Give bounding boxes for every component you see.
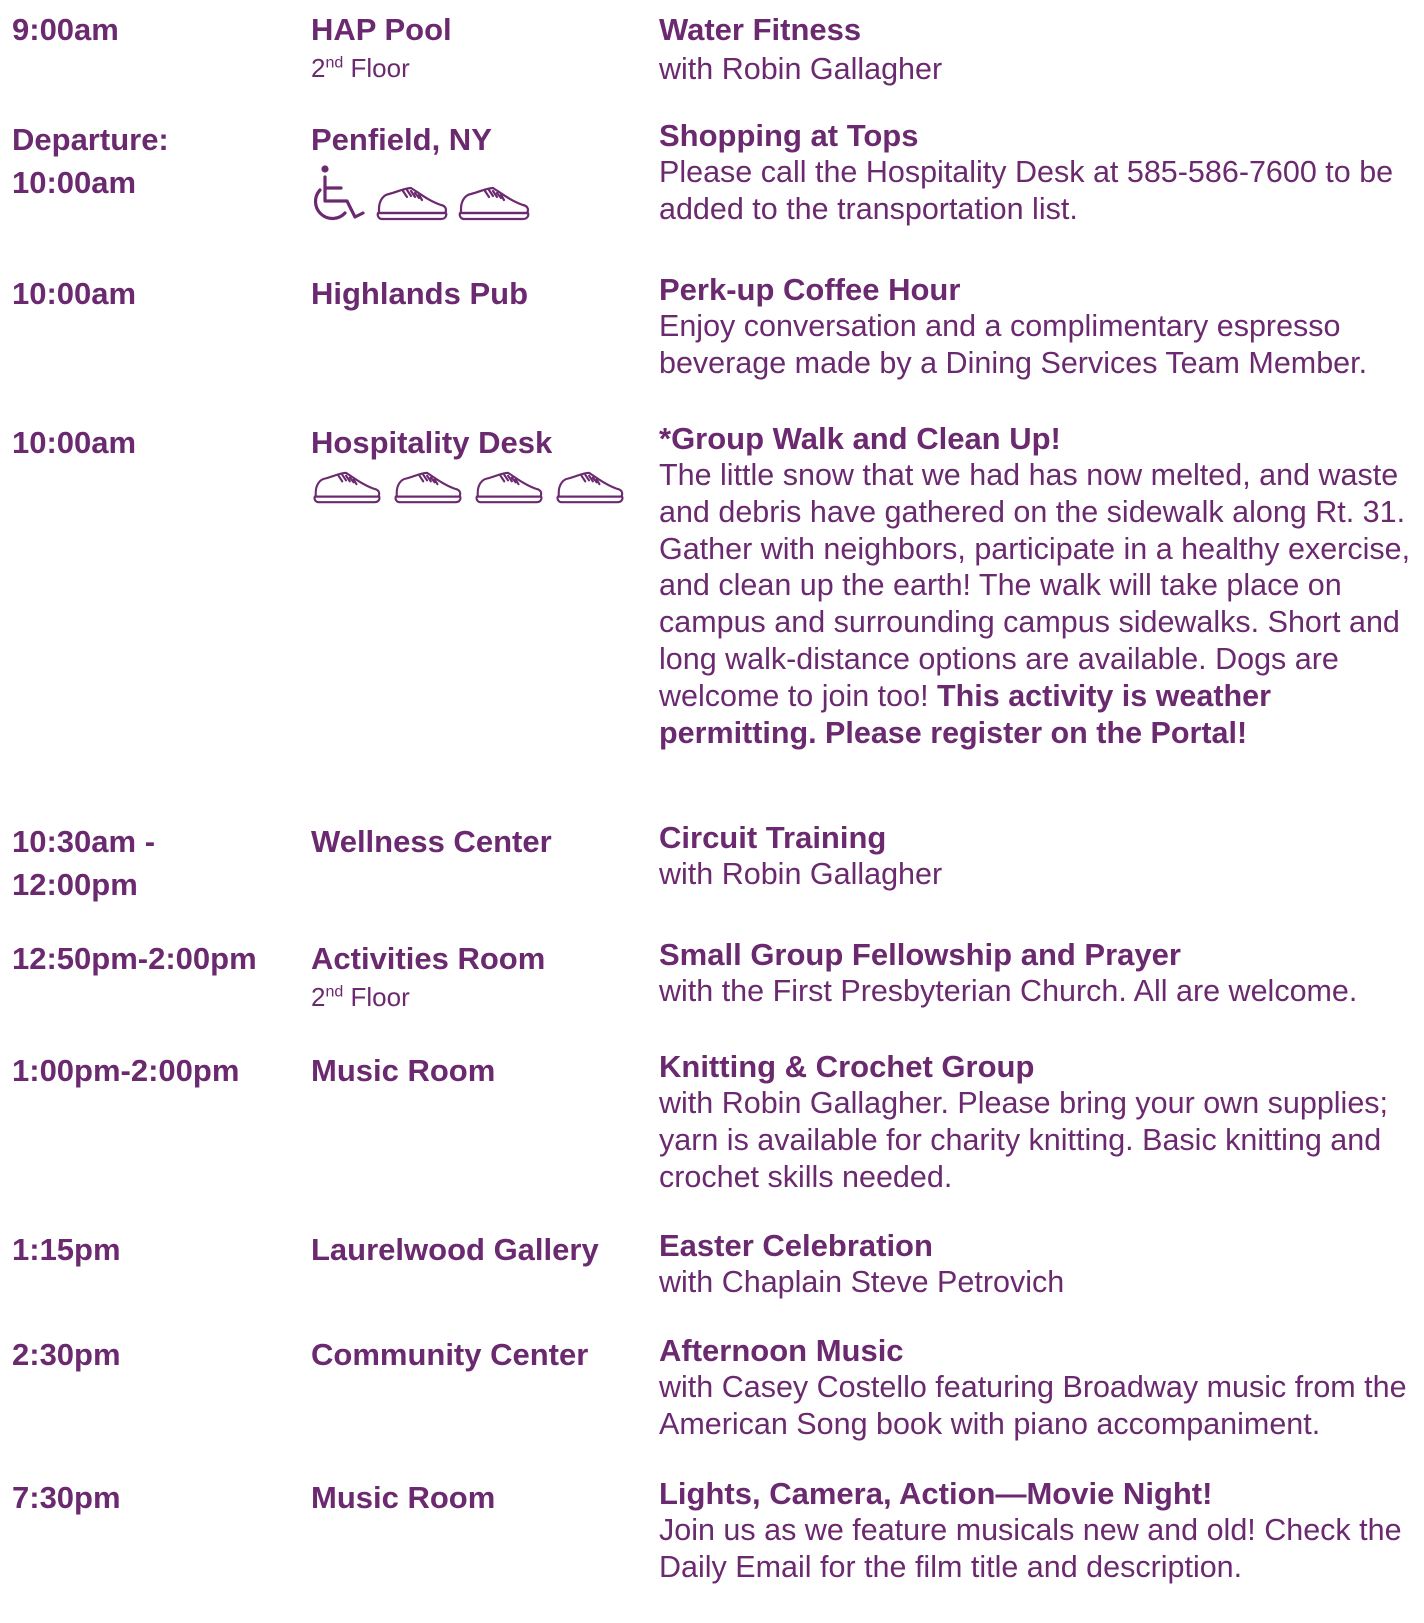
event-time: 1:15pm [12, 1232, 121, 1267]
floor-label [311, 51, 452, 85]
floor-suffix: nd [325, 983, 344, 1001]
event-activity [659, 1333, 1419, 1443]
event-location [311, 118, 531, 223]
event-description: with the First Presbyterian Church. All are welcome. [659, 974, 1358, 1008]
event-location [311, 1333, 588, 1376]
event-location [311, 820, 552, 863]
walking-shoe-icon [457, 185, 531, 223]
event-location [311, 8, 452, 85]
event-time: 7:30pm [12, 1480, 121, 1515]
walking-shoe-icon [375, 185, 449, 223]
event-activity [659, 1228, 1419, 1301]
event-time: 12:50pm-2:00pm [12, 941, 257, 976]
event-title: *Group Walk and Clean Up! [659, 421, 1061, 456]
location-name: Hospitality Desk [311, 425, 553, 460]
event-activity [659, 272, 1419, 382]
floor-word: Floor [350, 982, 410, 1012]
event-description: Please call the Hospitality Desk at 585-586-7600 to be added to the transportation list. [659, 155, 1394, 226]
walking-shoe-icon [311, 470, 383, 506]
location-name: Laurelwood Gallery [311, 1232, 599, 1267]
event-description: Join us as we feature musicals new and old! Check the Daily Email for the film title and description. [659, 1513, 1402, 1584]
event-description-emphasis: This activity is weather permitting. Please register on the Portal! [659, 678, 1271, 750]
activity-icons [311, 165, 531, 223]
location-name: Wellness Center [311, 824, 552, 859]
event-activity [659, 421, 1419, 751]
event-title: Water Fitness [659, 12, 862, 47]
event-location [311, 1049, 495, 1092]
event-activity [659, 118, 1419, 228]
walking-shoe-icon [473, 470, 545, 506]
location-name: Highlands Pub [311, 276, 528, 311]
event-description: with Robin Gallagher [659, 857, 943, 891]
event-description: with Robin Gallagher [659, 52, 943, 86]
floor-suffix: nd [325, 54, 344, 72]
floor-label [311, 980, 545, 1014]
event-location [311, 1228, 599, 1271]
event-time: 10:30am - 12:00pm [12, 824, 156, 902]
location-name: Activities Room [311, 941, 546, 976]
location-name: HAP Pool [311, 12, 452, 47]
floor-number: 2 [311, 53, 326, 83]
walking-shoe-icon [392, 470, 464, 506]
location-name: Music Room [311, 1053, 496, 1088]
event-title: Easter Celebration [659, 1228, 933, 1263]
event-time: 10:00am [12, 425, 137, 460]
event-location [311, 421, 626, 506]
event-time: 9:00am [12, 12, 119, 47]
event-activity [659, 820, 1419, 893]
walking-shoe-icon [554, 470, 626, 506]
floor-number: 2 [311, 982, 326, 1012]
event-activity [659, 937, 1419, 1010]
event-time: 2:30pm [12, 1337, 121, 1372]
event-description: The little snow that we had has now melted, and waste and debris have gathered on the sidewalk along Rt. 31. Gather with neighbors, participate in a healthy exercise, and clean up the earth! The walk will take place on campus and surrounding campus sidewalks. Short and long walk-distance options are available. Dogs are welcome to join too! [659, 458, 1411, 713]
event-description: with Casey Costello featuring Broadway music from the American Song book with piano accompaniment. [659, 1370, 1407, 1441]
event-time: Departure: 10:00am [12, 122, 169, 200]
event-description: Enjoy conversation and a complimentary espresso beverage made by a Dining Services Team Member. [659, 309, 1368, 380]
event-title: Lights, Camera, Action—Movie Night! [659, 1476, 1213, 1511]
event-title: Afternoon Music [659, 1333, 904, 1368]
event-description: with Robin Gallagher. Please bring your own supplies; yarn is available for charity knitting. Basic knitting and crochet skills needed. [659, 1086, 1389, 1194]
event-activity [659, 1049, 1419, 1195]
event-description: with Chaplain Steve Petrovich [659, 1265, 1065, 1299]
event-location [311, 1476, 495, 1519]
event-title: Shopping at Tops [659, 118, 919, 153]
event-time: 1:00pm-2:00pm [12, 1053, 240, 1088]
event-time: 10:00am [12, 276, 137, 311]
location-name: Music Room [311, 1480, 496, 1515]
floor-word: Floor [350, 53, 410, 83]
event-location [311, 937, 545, 1014]
event-activity [659, 1476, 1419, 1586]
event-activity [659, 8, 1419, 88]
location-name: Community Center [311, 1337, 589, 1372]
activity-icons [311, 464, 626, 506]
location-name: Penfield, NY [311, 122, 492, 157]
event-location [311, 272, 528, 315]
wheelchair-accessible-icon [311, 163, 367, 223]
event-title: Knitting & Crochet Group [659, 1049, 1035, 1084]
event-title: Small Group Fellowship and Prayer [659, 937, 1181, 972]
event-title: Perk-up Coffee Hour [659, 272, 961, 307]
event-title: Circuit Training [659, 820, 887, 855]
